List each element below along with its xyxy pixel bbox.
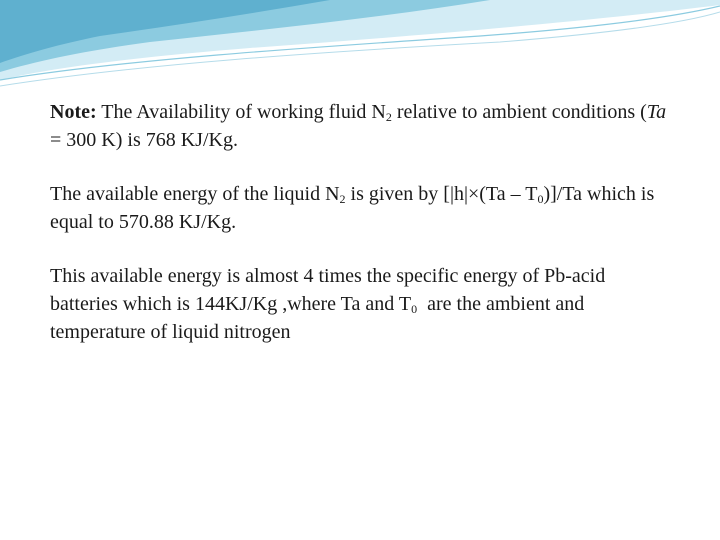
available-energy-paragraph	[50, 180, 670, 236]
text-run: is given by [|h|×(Ta – T	[345, 183, 538, 205]
text-run: The Availability of working fluid N	[96, 101, 386, 123]
header-wave-decoration	[0, 0, 720, 90]
slide-body	[50, 98, 670, 372]
text-run: relative to ambient conditions (	[391, 101, 647, 123]
note-paragraph	[50, 98, 670, 154]
subscript: 2	[339, 192, 346, 206]
text-run: = 300 K) is 768 KJ/Kg.	[50, 101, 672, 151]
subscript: 2	[385, 110, 392, 124]
text-run: )]/Ta which is equal to 570.88 KJ/Kg.	[50, 183, 660, 233]
text-run: This available energy is almost 4 times the specific energy of Pb-acid batteries which is 144KJ/Kg ,where Ta and T	[50, 265, 611, 315]
text-run: The available energy of the liquid N	[50, 183, 340, 205]
subscript: 0	[411, 302, 418, 316]
comparison-paragraph	[50, 262, 670, 346]
italic-term: Ta	[646, 101, 667, 123]
subscript: 0	[537, 192, 544, 206]
text-run: are the ambient and temperature of liquid nitrogen	[50, 293, 590, 343]
note-label: Note:	[50, 101, 97, 123]
